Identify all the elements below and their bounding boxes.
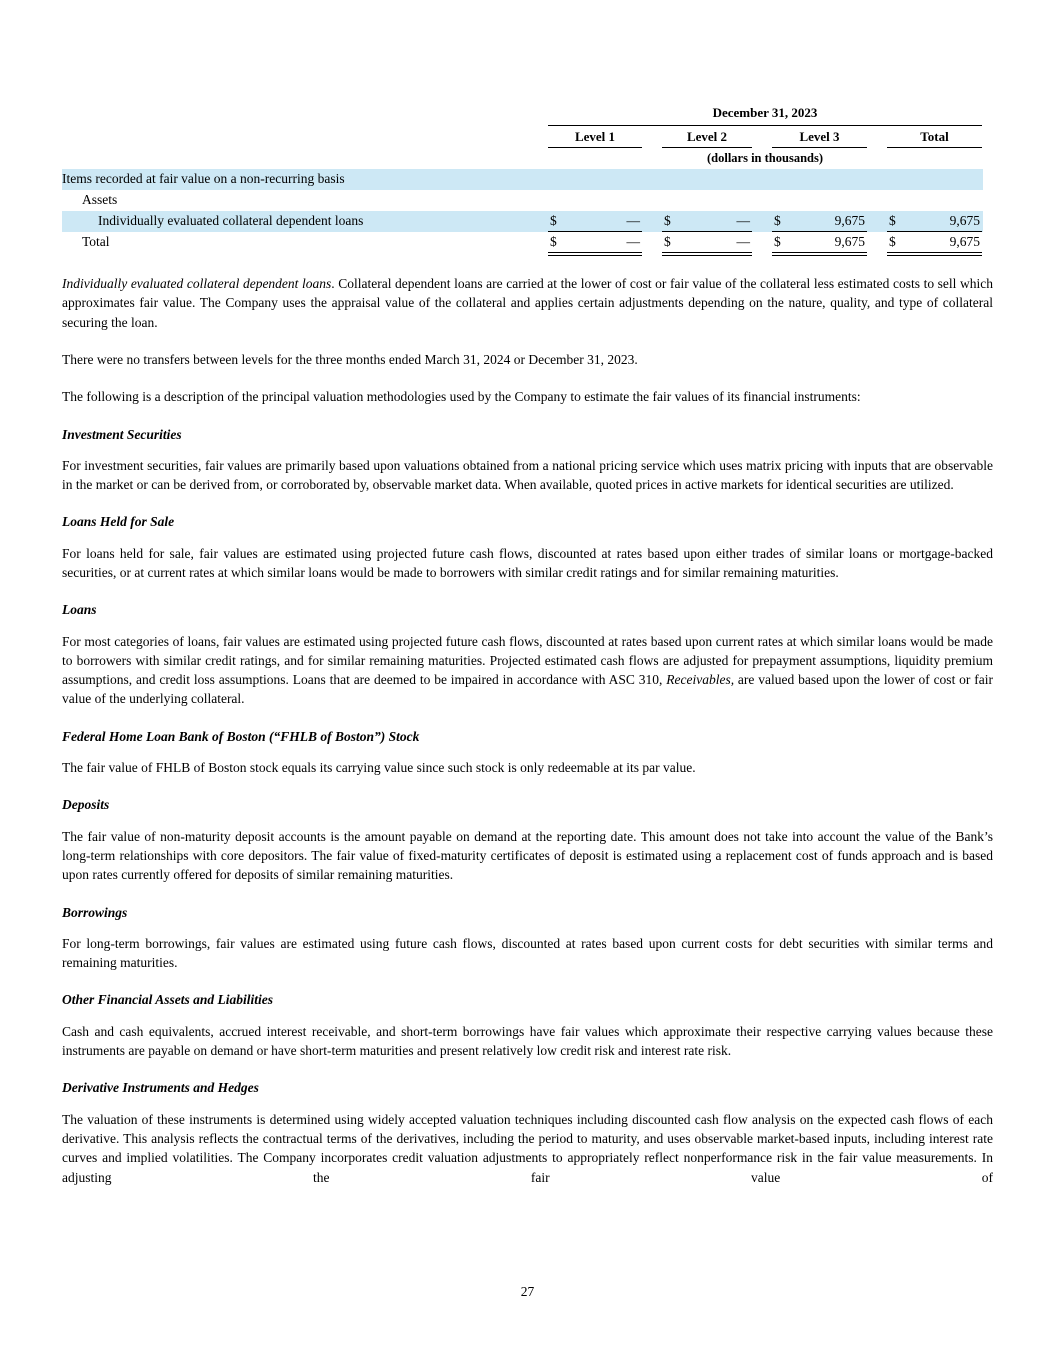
dollar-sign: $	[664, 213, 671, 229]
cell-level1	[548, 211, 642, 232]
paragraph-loans	[62, 632, 993, 709]
heading-deposits: Deposits	[62, 797, 110, 813]
cell-value: —	[736, 213, 750, 229]
paragraph-text: . Collateral dependent loans are carried at the lower of cost or fair value of the collateral less estimated costs to sell which approximates fair value. The Company uses the appraisal value of the collateral and applies certain adjustments depending on the nature, quality, and type of collateral securing the loan.	[62, 276, 993, 330]
italic-lead: Individually evaluated collateral dependent loans	[62, 276, 332, 292]
cell-value: 9,675	[834, 234, 865, 250]
paragraph-investment-securities: For investment securities, fair values are primarily based upon valuations obtained from a national pricing service which uses matrix pricing with inputs that are observable in the market or can be derived from, or corroborated by, observable market data. When available, quoted prices in active markets for identical securities are utilized.	[62, 457, 993, 493]
paragraph-deposits: The fair value of non-maturity deposit accounts is the amount payable on demand at the reporting date. This amount does not take into account the value of the Bank’s long-term relationships with core depositors. The fair value of fixed-maturity certificates of deposit is estimated using a replacement cost of funds approach and is based upon rates currently offered for deposits of similar remaining maturities.	[62, 828, 993, 883]
paragraph-text: are valued based upon the lower of cost or fair value of the underlying collateral.	[62, 672, 994, 707]
heading-borrowings: Borrowings	[62, 904, 128, 920]
paragraph-collateral-dependent-loans	[62, 274, 993, 332]
row-label-nonrecurring: Items recorded at fair value on a non-recurring basis	[62, 171, 345, 187]
paragraph-no-transfers: There were no transfers between levels for the three months ended March 31, 2024 or December 31, 2023.	[62, 351, 638, 367]
heading-other-financial-assets: Other Financial Assets and Liabilities	[62, 992, 274, 1008]
dollar-sign: $	[889, 213, 896, 229]
cell-level3	[772, 232, 867, 253]
cell-value: 9,675	[834, 213, 865, 229]
col-header-level-1: Level 1	[548, 126, 642, 149]
cell-total	[887, 211, 982, 232]
cell-level1	[548, 232, 642, 253]
cell-value: —	[626, 234, 640, 250]
heading-loans: Loans	[62, 602, 97, 618]
row-label-collateral-loans: Individually evaluated collateral dependent loans	[98, 213, 364, 229]
dollar-sign: $	[889, 234, 896, 250]
dollar-sign: $	[664, 234, 671, 250]
col-header-total: Total	[887, 126, 982, 149]
table-row	[62, 169, 983, 190]
dollar-sign: $	[550, 213, 557, 229]
italic-receivables: Receivables,	[666, 672, 735, 688]
paragraph-loans-held-for-sale: For loans held for sale, fair values are estimated using projected future cash flows, discounted at rates based upon either trades of similar loans or mortgage-backed securities, or at current rates at which similar loans would be made to borrowers with similar credit ratings and for similar remaining maturities.	[62, 545, 993, 580]
table-row	[62, 211, 983, 232]
cell-value: 9,675	[949, 213, 980, 229]
col-header-level-2: Level 2	[662, 126, 752, 149]
dollar-sign: $	[550, 234, 557, 250]
dollar-sign: $	[774, 234, 781, 250]
paragraph-methodologies-intro: The following is a description of the principal valuation methodologies used by the Company to estimate the fair values of its financial instruments:	[62, 389, 861, 405]
table-row	[62, 190, 983, 211]
cell-value: —	[626, 213, 640, 229]
row-label-assets: Assets	[82, 192, 118, 208]
cell-level2	[662, 232, 752, 253]
heading-investment-securities: Investment Securities	[62, 426, 182, 442]
units-note: (dollars in thousands)	[706, 151, 823, 166]
table-date-row	[62, 104, 983, 126]
page-number: 27	[520, 1284, 535, 1299]
fair-value-table	[62, 104, 983, 253]
col-header-level-3: Level 3	[772, 126, 867, 149]
cell-total	[887, 232, 982, 253]
paragraph-text: For most categories of loans, fair values are estimated using projected future cash flows, discounted at rates based upon current rates at which similar loans would be made to borrowers with similar credit ratings, and for similar remaining maturities. Projected estimated cash flows are adjusted for prepayment assumptions, liquidity premium assumptions, and credit loss assumptions. Loans that are deemed to be impaired in accordance with ASC 310,	[62, 633, 993, 688]
cell-value: 9,675	[949, 234, 980, 250]
heading-loans-held-for-sale: Loans Held for Sale	[62, 514, 175, 530]
cell-level2	[662, 211, 752, 232]
heading-fhlb-stock: Federal Home Loan Bank of Boston (“FHLB of Boston”) Stock	[62, 728, 420, 744]
cell-value: —	[736, 234, 750, 250]
row-label-total: Total	[82, 234, 110, 250]
paragraph-borrowings: For long-term borrowings, fair values are estimated using future cash flows, discounted at rates based upon current costs for debt securities with similar terms and remaining maturities.	[62, 935, 993, 971]
paragraph-fhlb-stock: The fair value of FHLB of Boston stock equals its carrying value since such stock is only redeemable at its par value.	[62, 760, 696, 776]
table-row	[62, 232, 983, 253]
paragraph-derivatives: The valuation of these instruments is determined using widely accepted valuation techniques including discounted cash flow analysis on the expected cash flows of each derivative. This analysis reflects the contractual terms of the derivatives, including the period to maturity, and uses observable market-based inputs, including interest rate curves and implied volatilities. The Company incorporates credit valuation adjustments to appropriately reflect nonperformance risk in the fair value measurements. In adjusting the fair value of	[62, 1111, 993, 1185]
heading-derivatives: Derivative Instruments and Hedges	[62, 1080, 259, 1096]
table-units-row	[62, 148, 983, 169]
table-date-header: December 31, 2023	[548, 104, 982, 126]
table-column-header-row	[62, 126, 983, 149]
paragraph-other-financial-assets: Cash and cash equivalents, accrued interest receivable, and short-term borrowings have fair values which approximate their respective carrying values because these instruments are payable on demand or have short-term maturities and present relatively low credit risk and interest rate risk.	[62, 1023, 993, 1059]
cell-level3	[772, 211, 867, 232]
dollar-sign: $	[774, 213, 781, 229]
